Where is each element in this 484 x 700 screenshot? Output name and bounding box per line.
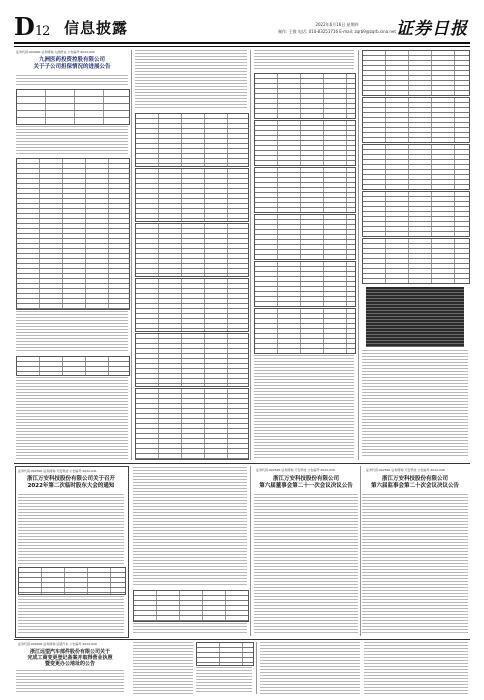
article-body [362,494,468,634]
article-body [135,50,247,110]
article-body [364,642,468,694]
data-table [362,50,470,96]
article-headline-2: 暨变更办公地址的公告 [44,661,95,667]
data-table [254,73,356,119]
editor-contact: 制作: 王敬 电话: 010-83251716 E-mail: zqrb9@zqrb.sina.net [278,29,396,34]
article-body [16,311,128,353]
stock-code-line: 证券代码:002590 证券简称:万安科技 公告编号:2022-041 [18,469,97,473]
column-divider [256,642,257,694]
page-num: 12 [34,24,50,39]
data-table [135,168,249,222]
stock-code-line: 证券代码:002590 证券简称:万安科技 公告编号:2022-039 [256,468,335,472]
article-body [16,75,128,87]
data-table [196,642,254,666]
article-company: 浙江万安科技股份有限公司关于召开 [26,476,115,482]
article-headline: 完成工商变更登记备案并取得营业执照 [27,655,113,661]
stock-code-line: 证券代码:000000 证券简称:远望汽车 公告编号:2022-000 [18,642,97,646]
column-divider [250,466,251,636]
article-title-a5 [16,649,124,667]
article-body [133,467,247,587]
article-body [16,126,128,156]
article-title-a2 [18,476,124,490]
article-body [260,642,360,694]
data-table [135,223,249,277]
article-headline: 第六届监事会第二十次会议决议公告 [370,483,459,489]
data-table [362,238,470,284]
column-divider [250,50,251,460]
article-body [16,670,124,694]
page-number [14,14,49,45]
data-table [362,144,470,190]
data-table [254,167,356,213]
section-separator [14,463,470,464]
section-separator [14,639,470,640]
masthead [14,14,470,40]
column-divider [360,466,361,636]
article-headline: 2022年第二次临时股东大会的通知 [27,483,115,489]
header-rule [14,42,470,44]
article-body [16,377,128,459]
article-body [254,494,358,634]
page-letter: D [14,12,34,41]
data-table [135,278,249,332]
article-body [362,350,468,458]
article-body [254,50,354,70]
article-company: 浙江万安科技股份有限公司 [381,476,448,482]
article-body [133,623,247,635]
issue-date: 2022年6月16日 星期四 [315,22,359,27]
article-body [196,667,252,694]
column-divider [131,50,132,460]
data-table [254,120,356,166]
newspaper-logo: 证券日报 [396,19,468,39]
data-table [254,261,356,307]
stock-code-line: 证券代码:000000 证券简称:九洲药业 公告编号:2022-000 [16,50,95,54]
article-title-a1 [22,57,122,71]
data-table [16,356,130,376]
header-rule-thin [14,46,470,47]
data-table [16,158,130,310]
article-company: 浙江远望汽车部件股份有限公司关于 [29,649,110,655]
column-divider [358,50,359,460]
data-table [135,113,249,167]
data-table [18,567,126,595]
stock-code-line: 证券代码:002590 证券简称:万安科技 公告编号:2022-040 [366,468,445,472]
data-table [133,590,249,622]
article-body [18,494,124,564]
data-table [254,214,356,260]
data-table [135,333,249,387]
article-headline: 第六届董事会第二十一次会议决议公告 [259,483,353,489]
data-table [362,97,470,143]
article-body [133,642,193,694]
article-company: 九洲医药投资控股有限公司 [38,57,105,63]
section-title: 信息披露 [64,19,129,37]
article-headline: 关于子公司担保情况的进展公告 [33,64,111,70]
data-table [135,388,249,460]
article-title-a4 [362,476,468,490]
article-company: 浙江万安科技股份有限公司 [272,476,339,482]
article-title-a3 [254,476,358,490]
highlighted-table [366,287,464,347]
article-body [254,355,354,459]
data-table [16,89,130,125]
data-table [254,308,356,354]
article-body [18,596,124,634]
data-table [362,191,470,237]
